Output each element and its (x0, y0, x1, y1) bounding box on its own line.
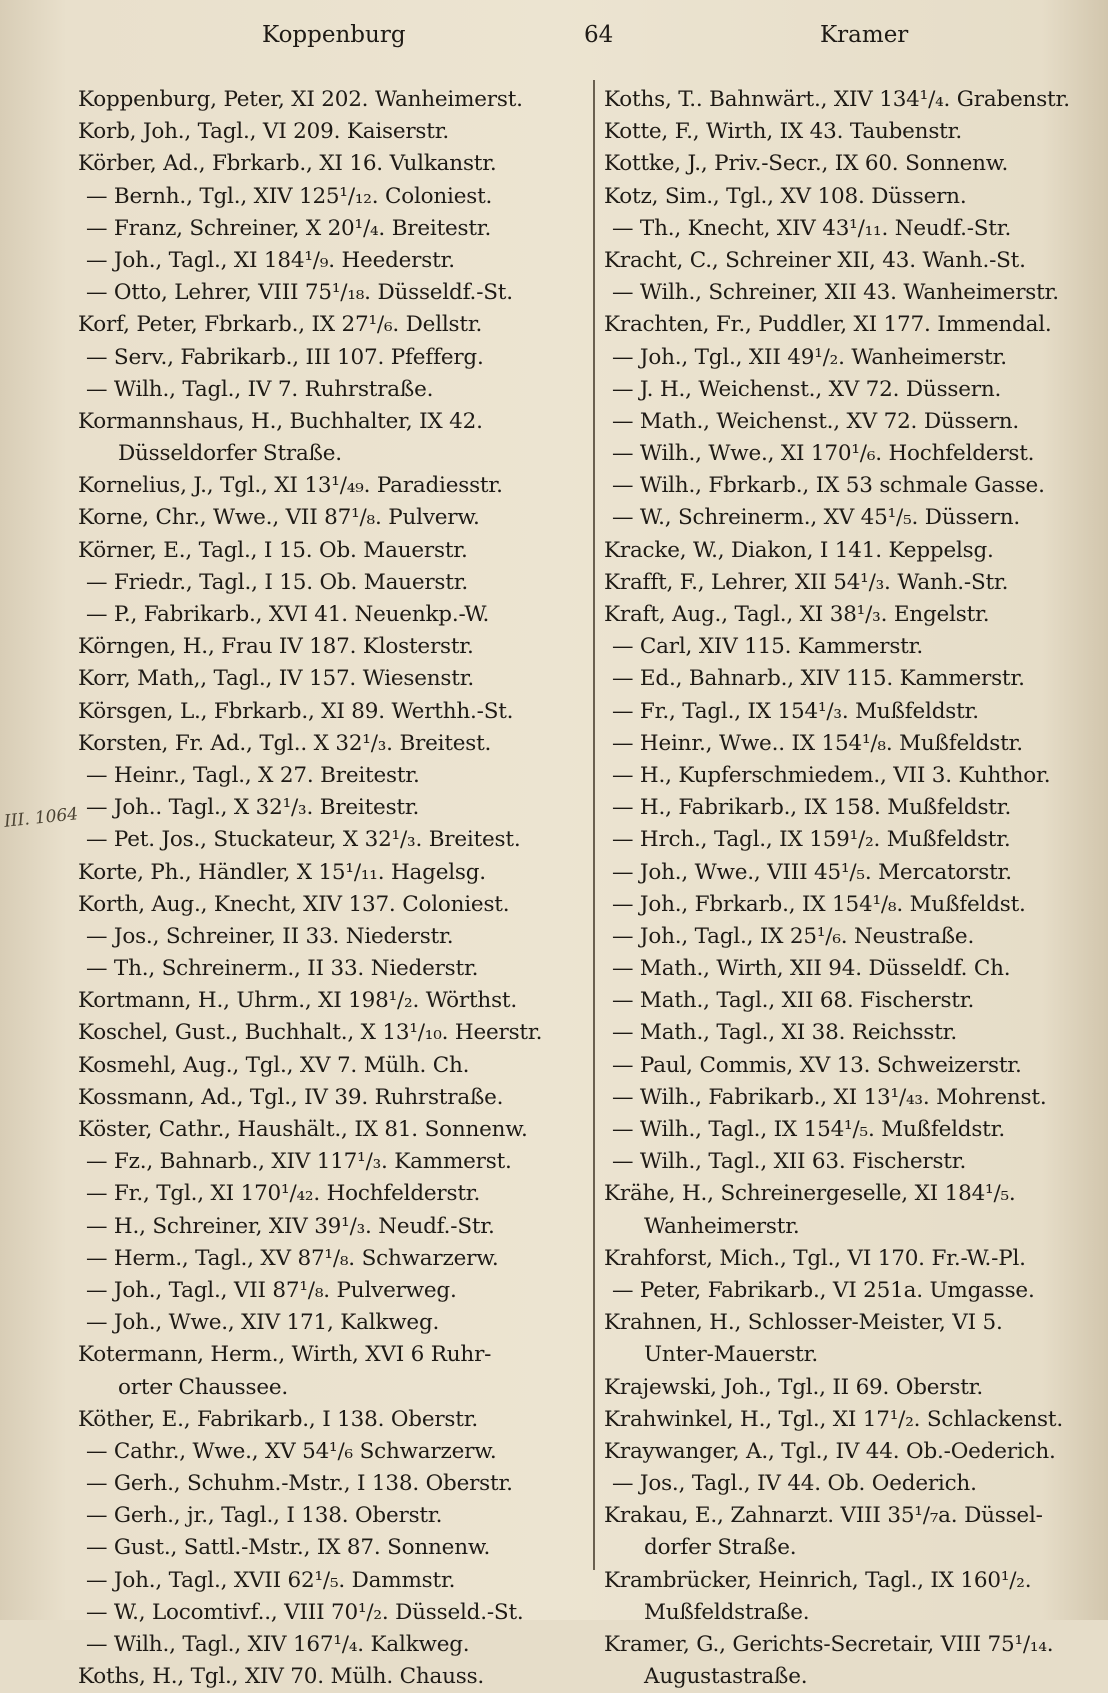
directory-entry: — Math., Tagl., XII 68. Fischerstr. (612, 988, 975, 1014)
directory-entry: Kottke, J., Priv.-Secr., IX 60. Sonnenw. (604, 151, 1009, 177)
directory-entry: — Gerh., Schuhm.-Mstr., I 138. Oberstr. (86, 1471, 513, 1497)
directory-entry: — Wilh., Fbrkarb., IX 53 schmale Gasse. (612, 473, 1045, 499)
directory-entry: Kossmann, Ad., Tgl., IV 39. Ruhrstraße. (78, 1084, 504, 1110)
directory-entry: Koths, H., Tgl., XIV 70. Mülh. Chauss. (78, 1664, 485, 1690)
directory-entry: — Heinr., Tagl., X 27. Breitestr. (86, 762, 420, 788)
directory-entry: — Joh., Tagl., XI 184¹/₉. Heederstr. (86, 247, 455, 273)
directory-entry: — Th., Knecht, XIV 43¹/₁₁. Neudf.-Str. (612, 215, 1012, 241)
directory-entry: — Wilh., Tagl., XII 63. Fischerstr. (612, 1149, 967, 1175)
directory-entry: Körngen, H., Frau IV 187. Klosterstr. (78, 634, 474, 660)
directory-entry: — Gust., Sattl.-Mstr., IX 87. Sonnenw. (86, 1535, 491, 1561)
directory-entry: Körber, Ad., Fbrkarb., XI 16. Vulkanstr. (78, 151, 497, 177)
directory-entry: — Joh., Tgl., XII 49¹/₂. Wanheimerstr. (612, 344, 1007, 370)
directory-entry: — Peter, Fabrikarb., VI 251a. Umgasse. (612, 1277, 1035, 1303)
directory-entry: — W., Schreinerm., XV 45¹/₅. Düssern. (612, 505, 1021, 531)
directory-entry: — J. H., Weichenst., XV 72. Düssern. (612, 376, 1002, 402)
directory-entry: Kracke, W., Diakon, I 141. Keppelsg. (604, 537, 994, 563)
directory-entry: Unter-Mauerstr. (644, 1342, 818, 1368)
directory-entry: — Joh., Wwe., XIV 171, Kalkweg. (86, 1310, 440, 1336)
directory-entry: Korte, Ph., Händler, X 15¹/₁₁. Hagelsg. (78, 859, 486, 885)
directory-entry: Koschel, Gust., Buchhalt., X 13¹/₁₀. Heerstr. (78, 1020, 543, 1046)
directory-entry: — Cathr., Wwe., XV 54¹/₆ Schwarzerw. (86, 1438, 497, 1464)
directory-entry: Kramer, G., Gerichts-Secretair, VIII 75¹/₁₄. (604, 1632, 1054, 1657)
directory-entry: — Bernh., Tgl., XIV 125¹/₁₂. Coloniest. (86, 183, 493, 209)
directory-entry: — Wilh., Tagl., XIV 167¹/₄. Kalkweg. (86, 1632, 470, 1657)
directory-entry: — Fr., Tagl., IX 154¹/₃. Mußfeldstr. (612, 698, 979, 724)
left-column (78, 84, 588, 1693)
directory-entry: Augustastraße. (644, 1664, 808, 1690)
directory-entry: — Math., Wirth, XII 94. Düsseldf. Ch. (612, 956, 1011, 982)
directory-entry: Mußfeldstraße. (644, 1599, 810, 1625)
directory-entry: Kotermann, Herm., Wirth, XVI 6 Ruhr- (78, 1342, 492, 1368)
directory-entry: — Jos., Schreiner, II 33. Niederstr. (86, 923, 454, 949)
directory-entry: Korr, Math,, Tagl., IV 157. Wiesenstr. (78, 666, 475, 692)
handwritten-margin-note: III. 1064 (3, 804, 80, 832)
directory-entry: — Wilh., Schreiner, XII 43. Wanheimerstr. (612, 280, 1059, 306)
directory-entry: Krambrücker, Heinrich, Tagl., IX 160¹/₂. (604, 1567, 1032, 1593)
directory-entry: Korth, Aug., Knecht, XIV 137. Coloniest. (78, 891, 510, 917)
directory-entry: — Joh., Fbrkarb., IX 154¹/₈. Mußfeldst. (612, 891, 1026, 917)
directory-entry: Wanheimerstr. (644, 1213, 800, 1239)
directory-entry: Kornelius, J., Tgl., XI 13¹/₄₉. Paradiesstr. (78, 473, 503, 499)
directory-entry: — Franz, Schreiner, X 20¹/₄. Breitestr. (86, 215, 492, 241)
directory-entry: — Joh., Wwe., VIII 45¹/₅. Mercatorstr. (612, 859, 1012, 885)
directory-entry: — Jos., Tagl., IV 44. Ob. Oederich. (612, 1471, 977, 1497)
directory-entry: — Hrch., Tagl., IX 159¹/₂. Mußfeldstr. (612, 827, 1011, 853)
directory-entry: — Carl, XIV 115. Kammerstr. (612, 634, 923, 660)
column-divider (593, 80, 595, 1570)
directory-entry: Krakau, E., Zahnarzt. VIII 35¹/₇a. Düssel- (604, 1503, 1043, 1529)
directory-entry: dorfer Straße. (644, 1535, 797, 1561)
directory-entry: Krahforst, Mich., Tgl., VI 170. Fr.-W.-Pl. (604, 1245, 1026, 1271)
directory-entry: — H., Kupferschmiedem., VII 3. Kuhthor. (612, 762, 1051, 788)
directory-entry: Korf, Peter, Fbrkarb., IX 27¹/₆. Dellstr. (78, 312, 483, 338)
directory-entry: Korb, Joh., Tagl., VI 209. Kaiserstr. (78, 119, 450, 145)
directory-entry: Köster, Cathr., Haushält., IX 81. Sonnenw. (78, 1117, 528, 1142)
directory-entry: — Joh.. Tagl., X 32¹/₃. Breitestr. (86, 795, 420, 821)
directory-entry: Kotte, F., Wirth, IX 43. Taubenstr. (604, 119, 962, 145)
directory-entry: — W., Locomtivf.., VIII 70¹/₂. Düsseld.-St. (86, 1599, 524, 1625)
directory-entry: Korsten, Fr. Ad., Tgl.. X 32¹/₃. Breitest. (78, 730, 492, 756)
directory-entry: Krajewski, Joh., Tgl., II 69. Oberstr. (604, 1374, 984, 1400)
directory-entry: — Otto, Lehrer, VIII 75¹/₁₈. Düsseldf.-St. (86, 280, 513, 306)
directory-entry: — Friedr., Tagl., I 15. Ob. Mauerstr. (86, 569, 469, 595)
directory-entry: — Math., Weichenst., XV 72. Düssern. (612, 408, 1020, 434)
directory-entry: — Serv., Fabrikarb., III 107. Pfefferg. (86, 344, 484, 370)
directory-entry: — Wilh., Tagl., IX 154¹/₅. Mußfeldstr. (612, 1117, 1005, 1142)
directory-entry: Kosmehl, Aug., Tgl., XV 7. Mülh. Ch. (78, 1052, 470, 1078)
directory-entry: Körsgen, L., Fbrkarb., XI 89. Werthh.-St. (78, 698, 514, 724)
directory-entry: Kraft, Aug., Tagl., XI 38¹/₃. Engelstr. (604, 602, 990, 627)
directory-entry: — P., Fabrikarb., XVI 41. Neuenkp.-W. (86, 602, 490, 627)
directory-entry: — Heinr., Wwe.. IX 154¹/₈. Mußfeldstr. (612, 730, 1023, 756)
directory-entry: Krähe, H., Schreinergeselle, XI 184¹/₅. (604, 1181, 1016, 1207)
directory-entry: Kormannshaus, H., Buchhalter, IX 42. (78, 408, 483, 434)
header-right-keyword: Kramer (820, 22, 909, 48)
directory-entry: — Pet. Jos., Stuckateur, X 32¹/₃. Breitest. (86, 827, 521, 853)
directory-entry: Koppenburg, Peter, XI 202. Wanheimerst. (78, 87, 523, 112)
header-left-keyword: Koppenburg (262, 22, 406, 48)
directory-entry: Krachten, Fr., Puddler, XI 177. Immendal. (604, 312, 1052, 338)
directory-entry: — Fr., Tgl., XI 170¹/₄₂. Hochfelderstr. (86, 1181, 481, 1207)
directory-entry: Kracht, C., Schreiner XII, 43. Wanh.-St. (604, 247, 1026, 273)
directory-entry: — Fz., Bahnarb., XIV 117¹/₃. Kammerst. (86, 1149, 512, 1175)
directory-entry: Köther, E., Fabrikarb., I 138. Oberstr. (78, 1406, 479, 1432)
directory-entry: — H., Schreiner, XIV 39¹/₃. Neudf.-Str. (86, 1213, 495, 1239)
directory-entry: Korne, Chr., Wwe., VII 87¹/₈. Pulverw. (78, 505, 480, 531)
right-column (604, 84, 1104, 1693)
directory-entry: Kortmann, H., Uhrm., XI 198¹/₂. Wörthst. (78, 988, 517, 1014)
directory-entry: — Th., Schreinerm., II 33. Niederstr. (86, 956, 479, 982)
directory-entry: — Math., Tagl., XI 38. Reichsstr. (612, 1020, 957, 1046)
directory-entry: Kotz, Sim., Tgl., XV 108. Düssern. (604, 183, 967, 209)
directory-entry: — Gerh., jr., Tagl., I 138. Oberstr. (86, 1503, 443, 1529)
directory-entry: — Wilh., Wwe., XI 170¹/₆. Hochfelderst. (612, 441, 1035, 467)
directory-entry: Düsseldorfer Straße. (118, 441, 342, 467)
directory-entry: Krafft, F., Lehrer, XII 54¹/₃. Wanh.-Str. (604, 569, 1009, 595)
directory-entry: — Wilh., Fabrikarb., XI 13¹/₄₃. Mohrenst. (612, 1084, 1047, 1110)
directory-entry: — Joh., Tagl., XVII 62¹/₅. Dammstr. (86, 1567, 456, 1593)
directory-entry: Kraywanger, A., Tgl., IV 44. Ob.-Oederich. (604, 1438, 1056, 1464)
directory-entry: — Ed., Bahnarb., XIV 115. Kammerstr. (612, 666, 1025, 692)
directory-entry: Koths, T.. Bahnwärt., XIV 134¹/₄. Grabenstr. (604, 87, 1070, 112)
directory-entry: — Joh., Tagl., VII 87¹/₈. Pulverweg. (86, 1277, 457, 1303)
page-number: 64 (584, 22, 614, 48)
directory-entry: Körner, E., Tagl., I 15. Ob. Mauerstr. (78, 537, 468, 563)
directory-entry: — Wilh., Tagl., IV 7. Ruhrstraße. (86, 376, 434, 402)
directory-entry: — H., Fabrikarb., IX 158. Mußfeldstr. (612, 795, 1012, 821)
directory-entry: — Herm., Tagl., XV 87¹/₈. Schwarzerw. (86, 1245, 499, 1271)
directory-entry: orter Chaussee. (118, 1374, 289, 1400)
page-header (0, 22, 1108, 58)
directory-entry: Krahnen, H., Schlosser-Meister, VI 5. (604, 1310, 1003, 1336)
directory-entry: Krahwinkel, H., Tgl., XI 17¹/₂. Schlackenst. (604, 1406, 1063, 1432)
directory-entry: — Paul, Commis, XV 13. Schweizerstr. (612, 1052, 1022, 1078)
directory-entry: — Joh., Tagl., IX 25¹/₆. Neustraße. (612, 923, 975, 949)
